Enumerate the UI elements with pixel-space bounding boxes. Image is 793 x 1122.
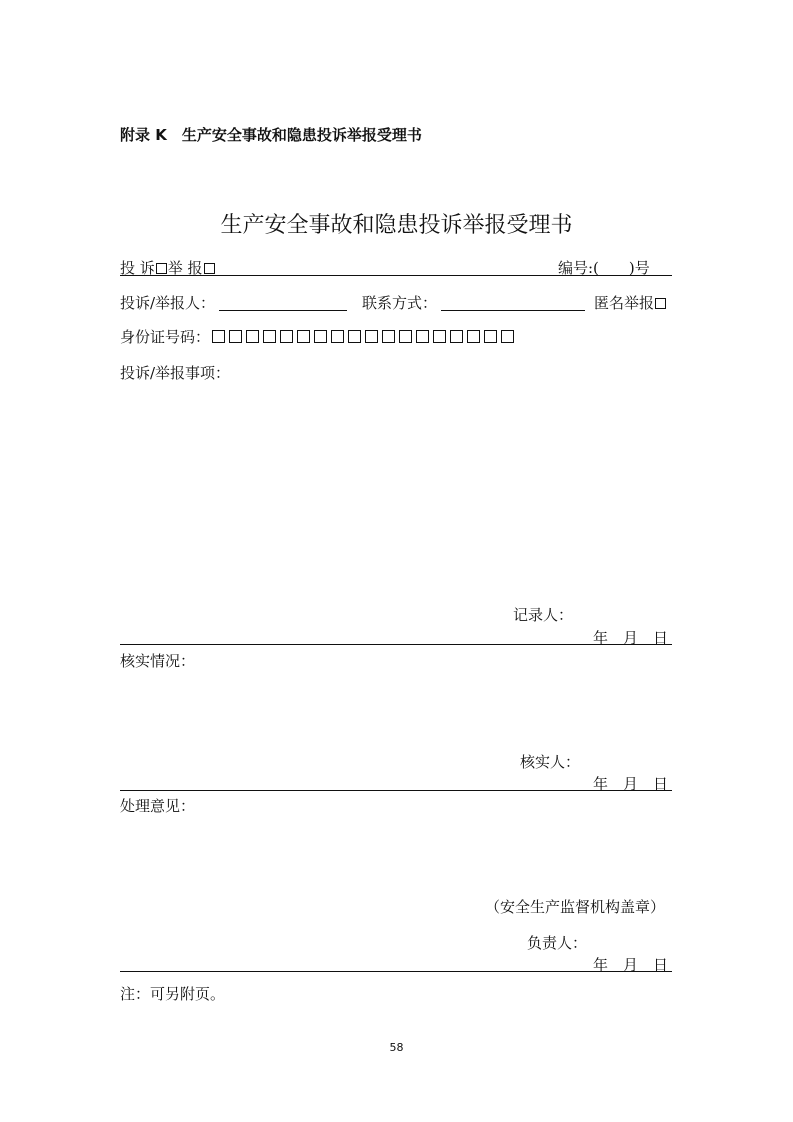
contact-input-line[interactable] (441, 310, 585, 311)
verifier-label: 核实人： (520, 753, 581, 771)
id-digit-box[interactable] (297, 330, 310, 343)
form-number: 编号:( )号 (558, 259, 650, 277)
anonymous-checkbox[interactable] (655, 298, 666, 309)
id-digit-box[interactable] (365, 330, 378, 343)
id-digit-box[interactable] (416, 330, 429, 343)
contact-label: 联系方式： (362, 294, 438, 312)
record-date: 年 月 日 (593, 629, 669, 647)
matter-label: 投诉/举报事项： (120, 364, 231, 382)
note: 注：可另附页。 (120, 985, 226, 1003)
appendix-heading: 附录 K 生产安全事故和隐患投诉举报受理书 (120, 126, 422, 144)
section-divider-3 (120, 971, 672, 972)
complaint-label: 投 诉 (120, 259, 155, 277)
handling-label: 处理意见： (120, 797, 196, 815)
id-digit-box[interactable] (484, 330, 497, 343)
id-number-row (120, 326, 516, 347)
report-checkbox[interactable] (204, 263, 215, 274)
id-number-label: 身份证号码： (120, 328, 211, 346)
id-digit-box[interactable] (348, 330, 361, 343)
seal-label: （安全生产监督机构盖章） (485, 898, 666, 916)
header-underline (120, 275, 672, 276)
id-digit-box[interactable] (331, 330, 344, 343)
id-digit-box[interactable] (212, 330, 225, 343)
id-digit-box[interactable] (229, 330, 242, 343)
complainant-label: 投诉/举报人： (120, 294, 216, 312)
section-divider-1 (120, 644, 672, 645)
page-number: 58 (389, 1041, 404, 1054)
form-title: 生产安全事故和隐患投诉举报受理书 (220, 213, 573, 238)
id-digit-box[interactable] (246, 330, 259, 343)
anonymous-label: 匿名举报 (594, 294, 655, 312)
id-digit-box[interactable] (433, 330, 446, 343)
complaint-checkbox[interactable] (156, 263, 167, 274)
id-digit-box[interactable] (399, 330, 412, 343)
verify-date: 年 月 日 (593, 775, 669, 793)
complainant-input-line[interactable] (219, 310, 347, 311)
responsible-label: 负责人： (527, 934, 588, 952)
id-digit-box[interactable] (450, 330, 463, 343)
id-digit-box[interactable] (501, 330, 514, 343)
recorder-label: 记录人： (513, 606, 574, 624)
handling-date: 年 月 日 (593, 956, 669, 974)
id-number-boxes[interactable] (210, 328, 516, 346)
id-digit-box[interactable] (467, 330, 480, 343)
id-digit-box[interactable] (382, 330, 395, 343)
section-divider-2 (120, 790, 672, 791)
report-label: 举 报 (167, 259, 203, 277)
verification-label: 核实情况： (120, 652, 196, 670)
id-digit-box[interactable] (280, 330, 293, 343)
anonymous-report (594, 292, 667, 313)
id-digit-box[interactable] (314, 330, 327, 343)
id-digit-box[interactable] (263, 330, 276, 343)
